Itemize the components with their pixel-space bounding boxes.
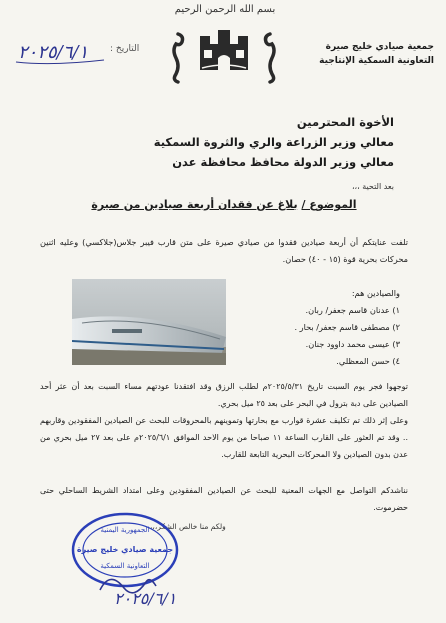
paragraph-search: وعلى إثر ذلك تم تكليف عشرة قوارب مع بحارتها وتموينهم بالمحروقات للبحث عن الصيادين المفقودين وقاربهم .. وقد تم العثور على القارب الساعة ١١ صباحا من يوم الاحد الموافق ٢٠٢٥/٦/١م على بعد ٢٧ ميل بحري من عدن بدون الصيادين ولا المحركات البحرية التابعة للقارب. [40, 416, 408, 459]
subject-text: بلاغ عن فقدان أربعة صيادين من صيرة [91, 198, 298, 211]
boat-photo [72, 279, 226, 365]
list-item: ١) عدنان قاسم جعفر/ ربان. [305, 305, 400, 315]
paragraph-appeal: نناشدكم التواصل مع الجهات المعنية للبحث عن الصيادين المفقودين وعلى امتداد الشريط الساحلي حتى حضرموت. [40, 486, 408, 512]
stamp-line1: الجمهورية اليمنية [100, 526, 150, 534]
seahorse-left-icon [168, 30, 186, 84]
closing-line: ولكم منا خالص الشكر،،، [150, 522, 226, 531]
greeting: بعد التحية ،،، [351, 182, 394, 191]
addressee-line2: معالي وزير الزراعة والري والثروة السمكية [153, 135, 394, 149]
organization-name [274, 40, 434, 68]
signature-icon [90, 560, 220, 610]
bismillah: بسم الله الرحمن الرحيم [174, 4, 276, 15]
paragraph-intro: تلفت عنايتكم أن أربعة صيادين فقدوا من صيادي صيرة على متن قارب فيبر جلاس(جلاكسي) وعليه اثنين محركات بحرية قوة (١٥ - ٤٠) حصان. [40, 237, 408, 264]
paragraph-departure: توجهوا فجر يوم السبت تاريخ ٢٠٢٥/٥/٣١م لطلب الرزق وقد افتقدنا عودتهم مساء السبت بعد أن عثر أحد الصيادين على دبة بترول في البحر على بعد ٢٥ ميل بحري. [40, 382, 409, 408]
subject-label: الموضوع / [301, 198, 357, 211]
addressee-line1: الأخوة المحترمين [296, 115, 394, 129]
addressee-line3: معالي وزير الدولة محافظ محافظة عدن [172, 155, 394, 169]
list-item: ٤) حسن المعظلي. [336, 356, 400, 366]
fishers-label: والصيادين هم: [351, 288, 400, 298]
handwritten-date-text: ٢٠٢٥/٦/١ [18, 42, 89, 63]
fishers-items [230, 302, 400, 370]
signature-date: ٢٠٢٥/٦/١ [114, 589, 177, 608]
date-label: التاريخ : [110, 44, 140, 54]
stamp-line2: جمعية صيادي خليج صيرة [76, 545, 174, 554]
org-name-line1: جمعية صيادي خليج صيرة [325, 42, 434, 52]
addressees [94, 112, 394, 172]
subject-line [40, 198, 408, 211]
list-item: ٣) عيسى محمد داوود جنان. [305, 339, 400, 349]
handwritten-date [12, 34, 112, 68]
fishers-list [230, 285, 400, 370]
list-item: ٢) مصطفى قاسم جعفر/ بحار . [294, 322, 400, 332]
stamp-line3: التعاونية السمكية [100, 562, 150, 570]
castle-logo-icon [196, 24, 252, 72]
org-name-line2: التعاونية السمكية الإنتاجية [319, 56, 434, 66]
